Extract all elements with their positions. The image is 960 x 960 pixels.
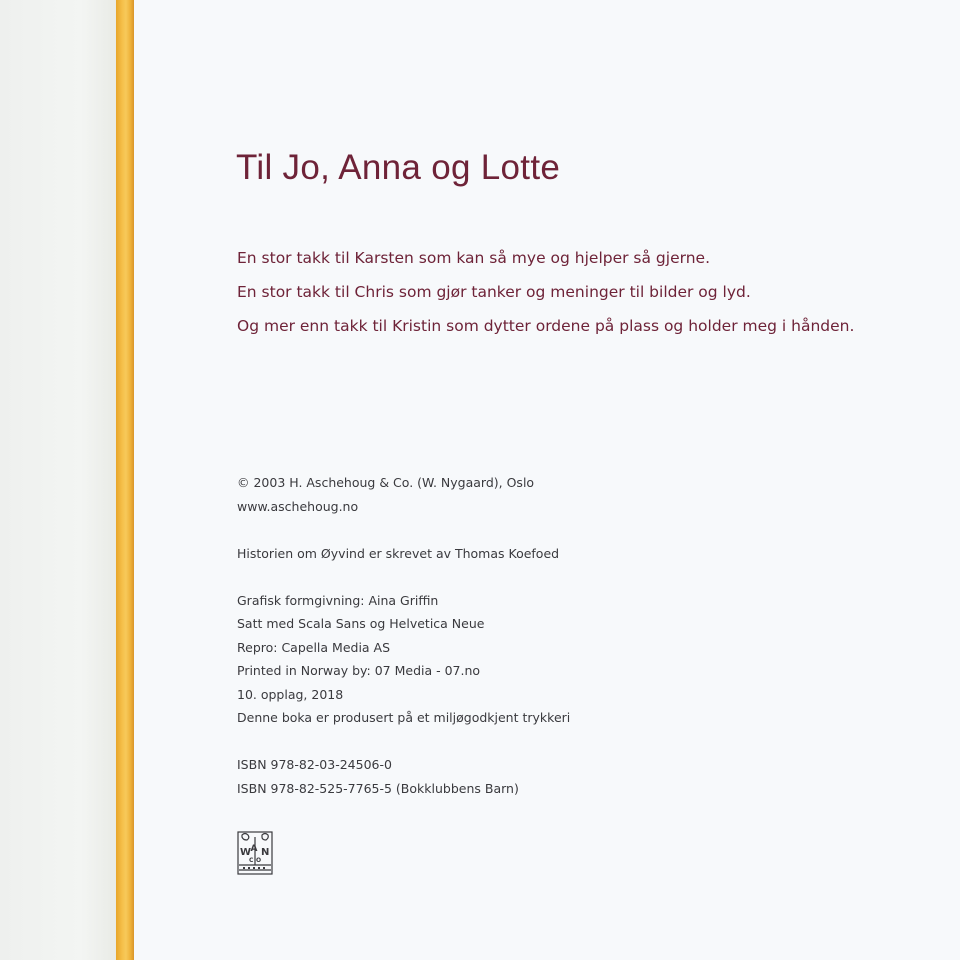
logo-letter-a: A bbox=[250, 844, 258, 854]
thanks-line-karsten: En stor takk til Karsten som kan så mye og hjelper så gjerne. bbox=[237, 249, 710, 267]
typeset-credit: Satt med Scala Sans og Helvetica Neue bbox=[237, 616, 485, 631]
left-page-edge bbox=[0, 0, 116, 960]
isbn-primary: ISBN 978-82-03-24506-0 bbox=[237, 757, 392, 772]
isbn-book-club: ISBN 978-82-525-7765-5 (Bokklubbens Barn) bbox=[237, 780, 519, 796]
dedication-title: Til Jo, Anna og Lotte bbox=[236, 148, 561, 187]
colophon bbox=[237, 471, 570, 800]
spacer bbox=[237, 730, 570, 754]
repro-credit: Repro: Capella Media AS bbox=[237, 639, 391, 655]
copyright-line: © 2003 H. Aschehoug & Co. (W. Nygaard), Oslo bbox=[237, 475, 535, 490]
spacer bbox=[237, 565, 570, 589]
printer-credit: Printed in Norway by: 07 Media - 07.no bbox=[237, 663, 481, 678]
thanks-line-kristin: Og mer enn takk til Kristin som dytter ordene på plass og holder meg i hånden. bbox=[237, 317, 855, 335]
design-credit: Grafisk formgivning: Aina Griffin bbox=[237, 592, 439, 608]
edition-line: 10. opplag, 2018 bbox=[237, 686, 344, 702]
spacer bbox=[237, 518, 570, 542]
acknowledgements bbox=[237, 245, 854, 347]
aschehoug-publisher-logo-icon bbox=[237, 831, 273, 875]
thanks-line-chris: En stor takk til Chris som gjør tanker og meninger til bilder og lyd. bbox=[237, 283, 751, 301]
book-spine bbox=[116, 0, 134, 960]
logo-letter-c: C bbox=[249, 857, 254, 864]
logo-letter-n: N bbox=[261, 847, 270, 858]
eco-print-note: Denne boka er produsert på et miljøgodkjent trykkeri bbox=[237, 710, 571, 725]
publisher-website: www.aschehoug.no bbox=[237, 498, 359, 514]
logo-letter-o: O bbox=[256, 857, 262, 864]
logo-letter-w: W bbox=[240, 847, 252, 858]
story-note: Historien om Øyvind er skrevet av Thomas Koefoed bbox=[237, 545, 560, 561]
